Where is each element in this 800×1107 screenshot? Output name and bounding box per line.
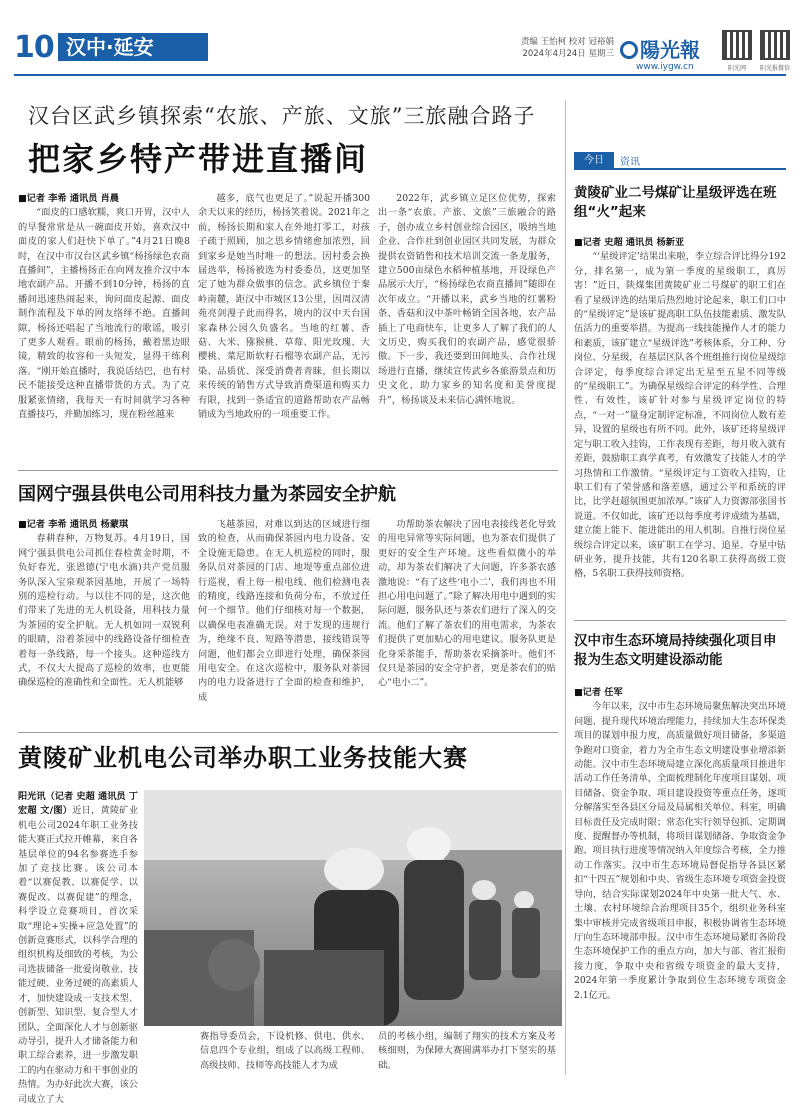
sun-logo-icon	[620, 41, 638, 59]
article1-byline: ■记者 李希 通讯员 肖晨	[18, 193, 119, 204]
article2-column-1	[18, 518, 190, 732]
newspaper-logo	[620, 34, 722, 62]
qr-code-icon[interactable]	[722, 30, 752, 60]
sidebar-news2-title: 汉中市生态环境局持续强化项目申报为生态文明建设添动能	[574, 633, 777, 668]
article2-headline: 国网宁强县供电公司用科技力量为茶园安全护航	[18, 484, 396, 505]
article2-col2-text: 飞越茶园，对难以到达的区域进行细致的检查，从而确保茶园内电力设备、安全设施无隐患。在无人机巡检的同时，服务队员对茶园的门店、地堤等重点部位进行巡视，看上每一根电线、他们检测电表的精度，线路连接和负荷分布，不放过任何一个细节。他们仔细核对每一个数据，以确保电表准确无误。对于发现的违规行为，绝缘不良、短路等潜患，接线错误等问题，他们都会立即进行处理，确保茶园用电安全。在这次巡检中，服务队对茶园内的电力设备进行了全面的检查和维护，成	[198, 519, 370, 703]
article2-col3-text: 功帮助茶农解决了因电表接线老化导致的用电异常等实际问题，也为茶农们提供了更好的安全生产环境。这些看似微小的举动，却为茶农们解决了大问题，许多茶农感激地说：“有了这些‘电小二’，我们再也不用担心用电问题了。”除了解决用电中遇到的实际问题，服务队还与茶农们进行了深入的交流。他们了解了茶农们的用电需求，为茶农们提供了更加贴心的用电建议。服务队更是化身采茶能手，帮助茶农采摘茶叶。他们不仅只是茶园的安全守护者，更是茶农们的贴心“电小二”。	[378, 519, 556, 689]
masthead-meta	[504, 36, 614, 60]
section-title: 汉中·延安	[58, 33, 208, 61]
today-tab-box: 今日	[574, 152, 614, 170]
sidebar-news1-byline: ■记者 史超 通讯员 杨新亚	[574, 237, 685, 248]
qr-label: 阳光网	[727, 65, 746, 72]
article3-col1-text: 近日，黄陵矿业机电公司2024年职工业务技能大赛正式拉开帷幕，来自各基层单位的94名参赛选手参加了竞技比赛。该公司本着“以赛促教、以赛促学、以赛促改、以赛促建”的理念，科学设立竞赛项目，首次采取“理论+实操+应急处置”的创新竞赛形式，以科学合理的组织机构及细致的考核，为公司选拔储备一批爱岗敬业、技能过硬、业务过硬的高素质人才，加快建设成一支技术型、创新型、知识型、复合型人才团队，全面深化人才与创新驱动导引，提升人才储备能力和职工综合素养，进一步激发职工的内在驱动力和干事创业的热情。为办好此次大赛，该公司成立了大	[18, 805, 139, 1105]
article2-col1-text: 春耕春种，万物复苏。4月19日，国网宁强县供电公司抓住春检黄金时期，不负好春光，张恩德(宁电水滴)共产党员服务队深入宝泉观茶园基地，开展了一场特别的巡检行动。与以往不同的是，这次他们带来了先进的无人机设备，用科技力量为茶园的安全护航。无人机如同一双锐利的眼睛，沿着茶园中的线路设备仔细检查着每一条线路，每一个接头。这种巡线方式，不仅大大提高了巡检的效率，也更能确保巡检的准确性和全面性。无人机能够	[18, 533, 190, 689]
divider	[574, 620, 786, 621]
logo-text: 陽光報	[640, 38, 700, 62]
sidebar-news2-body	[574, 686, 786, 1078]
qr-code-icon[interactable]	[760, 30, 790, 60]
article1-col2-text: 越多，底气也更足了。”说起开播300余天以来的经历，杨扬笑着说。2021年之前，杨扬长期和家人在外地打零工，对孩子疏于照顾，加之思乡情绪愈加浓烈，回到家乡是她当时唯一的想法。因村委会换届选举，杨扬被选为村委委员，这更加坚定了她为群众做事的信念。武乡镇位于秦岭南麓，距汉中市城区13公里，因周汉清苑亮剑漫子此而得名，境内的汉中天台国家森林公园久负盛名。当地的红薯、香菇、大米、猕猴桃、草莓、阳光玫瑰、大樱桃、菜尼斯软籽石榴等农副产品，无污染、品质优、深受消费者青睐，但长期以来传统的销售方式导致消费渠道和购买力有限，找到一条适宜的道路帮助农产品畅销成为当地政府的一项重要工作。	[198, 193, 370, 421]
article2-column-2	[198, 518, 370, 732]
article1-headline: 把家乡特产带进直播间	[28, 140, 369, 178]
page-number: 10	[14, 30, 54, 65]
article3-column-3	[378, 1030, 556, 1080]
editors-line: 责编 王怡柯 校对 冠裕娟	[520, 37, 614, 47]
masthead-divider	[14, 74, 786, 76]
article1-column-1	[18, 192, 190, 464]
article3-headline: 黄陵矿业机电公司举办职工业务技能大赛	[18, 744, 468, 772]
article3-photo	[144, 790, 562, 1026]
article3-column-1	[18, 790, 139, 1105]
divider	[18, 470, 558, 471]
date-line: 2024年4月24日 星期三	[522, 49, 614, 59]
article2-byline: ■记者 李希 通讯员 杨蒙琪	[18, 519, 129, 530]
site-url[interactable]: www.iygw.cn	[636, 62, 694, 72]
article1-col3-text: 2022年，武乡镇立足区位优势，探索出一条“农旅、产旅、文旅”三旅融合的路子，创办成立乡村创业综合园区，吸纳当地企业、合作社到创业园区共同发展，为群众提供农资销售和技术培训交流一条龙服务，建立500亩绿色水稻种植基地，开设绿色产品展示大厅，“杨扬绿色农商直播间”随即在次年成立。“开播以来，武乡当地的红薯粉条、香菇和汉中茶叶畅销全国各地，农产品插上了电商快车，让更多人了解了我们的人文历史，购买我们的农副产品，感觉很骄傲。下一步，我还要到田间地头、合作社现场进行直播，继续宣传武乡各旅游景点和历史文化，助力家乡的知名度和美誉度提升”，杨扬谈及未来信心满怀地说。	[378, 193, 556, 406]
today-tab-label: 资讯	[620, 157, 640, 168]
article3-column-2	[200, 1030, 370, 1080]
article2-column-3	[378, 518, 556, 732]
workers-photo-illustration	[144, 790, 562, 1026]
qr-label: 阳光报微信	[759, 65, 790, 72]
article1-column-3	[378, 192, 556, 464]
column-divider	[565, 100, 566, 1075]
article1-column-2	[198, 192, 370, 464]
sidebar-news1-body	[574, 236, 786, 618]
article3-byline: 阳光讯（记者 史超 通讯员 丁宏超 文/图）	[18, 791, 138, 817]
article1-col1-text: “面皮的口感软糯，爽口开胃，汉中人的早餐常常是从一碗面皮开始，喜欢汉中面皮的家人们赶快下单了。”4月21日晚8时，在汉中市汉台区武乡镇“杨扬绿色农商直播间”，主播杨扬正在向网友推介汉中本地农副产品。开播不到10分钟，杨扬的直播间迅速热闹起来，询问面皮起源、面皮制作流程及下单的网友络绎不绝。直播间隙，杨扬还唱起了当地流行的歌谣，吸引了更多人观看。眼前的杨扬，戴着黑边眼镜，精致的妆容和一头短发，显得干练利落。“刚开始直播时，我说话结巴，也有村民不能接受这种直播带货的方式。为了克服紧张情绪，我每天一有时间就学习各种直播技巧，并勤加练习，现在粉丝越来	[18, 207, 190, 421]
article1-kicker: 汉台区武乡镇探索“农旅、产旅、文旅”三旅融合路子	[28, 104, 536, 128]
sidebar-news2-text: 今年以来，汉中市生态环境局聚焦解决突出环境问题、提升现代环境治理能力，持续加大生态环保类项目的谋划申报力度，高质量做好项目储备，多渠道争跑对口资金，着力为全市生态文明建设事业增添新动能。汉中市生态环境局建立深化高质量项目推进年活动工作任务清单，全面梳理制化年度项目谋划、项目储备、资金争取、项目建设投资等重点任务，逐项分解落实至各县区分局及局属相关单位、科室，明确目标责任及完成时限；常态化实行领导包抓、定期调度、提醒督办等机制，将项目谋划储备、争取资金争跑、项目执行进度等情况纳入年度综合考核，全力推动工作落实。汉中市生态环境局督促指导各县区紧扣“十四五”规划和中央、省级生态环境专项资金投资导向，结合实际谋划2024年中央第一批大气、水、土壤、农村环境综合治理项目35个，组织业务科室集中审核并完成省级项目申报，积极协调省生态环境厅向生态环境部申报。汉中市生态环境局紧盯各阶段生态环境保护工作的重点方向，加大与部、省汇报衔接力度，争取中央和省级专项资金的最大支持，2024年第一季度累计争取到位生态环境专项资金2.1亿元。	[574, 701, 786, 1001]
divider	[18, 732, 558, 733]
sidebar-news2-byline: ■记者 任军	[574, 687, 623, 698]
article3-col3-text: 员的考核小组，编制了翔实的技术方案及考核细则，为保障大赛圆满举办打下坚实的基础。	[378, 1031, 556, 1071]
sidebar-news1-text: “‘星级评定’结果出来啦，李立综合评比得分192分，排名第一，成为第一季度的星级职工，真厉害！”近日，陕煤集团黄陵矿业二号煤矿的职工们在看了星级评选的结果后热烈地讨论起来，职工们口中的“星级评定”是该矿提高职工队伍技能素质、激发队伍活力的重要举措。为提高一线技能操作人才的能力和素质，该矿建立“星级评选”考核体系，分工种、分岗位、分星级，在基层区队各个班组推行岗位星级综合评定，每季度综合评定出无星至五星不同等级的“星级职工”。为确保星级综合评定的科学性、合理性、有效性，该矿针对参与星级评定岗位的特点，“一对一”量身定制评定标准，不同岗位人数有差异，设置的星级也有所不同。此外，该矿还将星级评定与职工收入挂钩，工作表现有差距，每月收入就有差距，鼓励职工真学真考，有效激发了技能人才的学习热情和工作激情。“星级评定与工资收入挂钩，让职工们有了荣誉感和落差感，通过公平和系统的评比，比学赶超氛围更加浓厚。”该矿人力资源部张国书说道。不仅如此，该矿还以每季度考评成绩为基础，建立能上能下、能进能出的用人机制。自推行岗位星级综合评定以来，该矿职工在学习、追星、夺星中钻研业务，提升技能，共有120名职工获得高级工资格，5名职工获得技师资格。	[574, 251, 786, 580]
article3-col2-text: 赛指导委员会，下设机修、供电、供水、信息四个专业组，组成了以高级工程师、高级技师、技师等高技能人才为成	[200, 1031, 370, 1071]
sidebar-news1-title: 黄陵矿业二号煤矿让星级评选在班组“火”起来	[574, 185, 777, 220]
